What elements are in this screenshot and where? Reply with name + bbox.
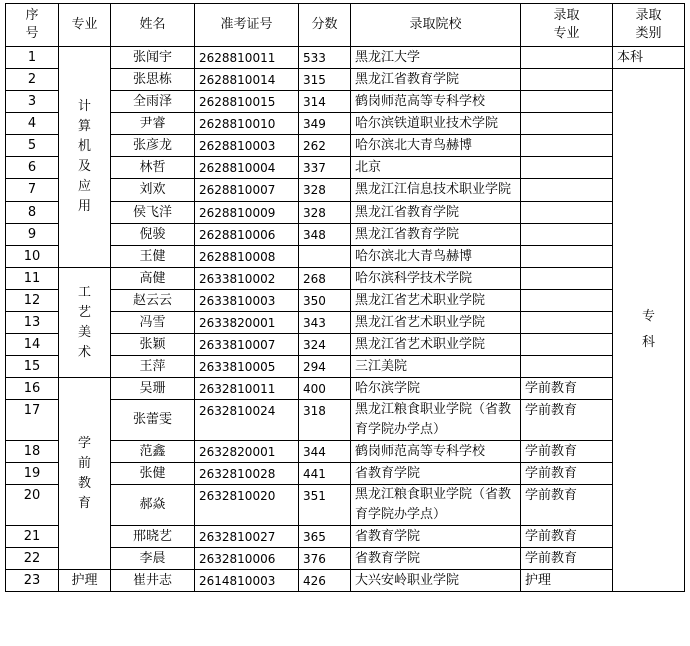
cell-adm-major: [521, 290, 613, 312]
cell-id: 2632810011: [195, 378, 299, 400]
cell-id: 2628810015: [195, 91, 299, 113]
cell-name: 尹睿: [111, 113, 195, 135]
cell-adm-major: [521, 113, 613, 135]
cell-seq: 22: [6, 548, 59, 570]
cell-adm-major: [521, 268, 613, 290]
cell-id: 2628810010: [195, 113, 299, 135]
cell-school: 哈尔滨北大青鸟赫博: [351, 135, 521, 157]
cell-school: 北京: [351, 157, 521, 179]
cell-adm-major: [521, 356, 613, 378]
cell-id: 2632810028: [195, 463, 299, 485]
cell-school: 省教育学院: [351, 548, 521, 570]
cell-school: 黑龙江省教育学院: [351, 69, 521, 91]
header-major: 专业: [59, 4, 111, 47]
cell-score: 349: [299, 113, 351, 135]
cell-name: 王健: [111, 246, 195, 268]
cell-name: 张颖: [111, 334, 195, 356]
cell-school: 黑龙江省艺术职业学院: [351, 290, 521, 312]
cell-id: 2628810006: [195, 224, 299, 246]
cell-id: 2614810003: [195, 570, 299, 592]
cell-school: 黑龙江省艺术职业学院: [351, 312, 521, 334]
cell-name: 林哲: [111, 157, 195, 179]
cell-id: 2633810005: [195, 356, 299, 378]
cell-score: 262: [299, 135, 351, 157]
cell-name: 倪骏: [111, 224, 195, 246]
cell-score: 365: [299, 526, 351, 548]
cell-school: 省教育学院: [351, 463, 521, 485]
cell-adm-major: 学前教育: [521, 548, 613, 570]
cell-score: 441: [299, 463, 351, 485]
cell-adm-major: [521, 69, 613, 91]
cell-score: 351: [299, 485, 351, 526]
table-row: [6, 268, 685, 290]
cell-seq: 18: [6, 441, 59, 463]
cell-id: 2632810027: [195, 526, 299, 548]
cell-seq: 12: [6, 290, 59, 312]
cell-adm-major: [521, 312, 613, 334]
cell-id: 2633820001: [195, 312, 299, 334]
cell-name: 刘欢: [111, 179, 195, 202]
admission-table: [5, 3, 685, 592]
cell-id: 2632820001: [195, 441, 299, 463]
cell-score: 348: [299, 224, 351, 246]
cell-score: 314: [299, 91, 351, 113]
header-row: [6, 4, 685, 47]
cell-name: 王萍: [111, 356, 195, 378]
cell-adm-major: [521, 179, 613, 202]
group-preschool: 学前教育: [59, 378, 111, 570]
cell-seq: 15: [6, 356, 59, 378]
cell-adm-major: 学前教育: [521, 485, 613, 526]
cell-school: 黑龙江大学: [351, 47, 521, 69]
cell-seq: 4: [6, 113, 59, 135]
cell-name: 侯飞洋: [111, 202, 195, 224]
cell-score: 344: [299, 441, 351, 463]
cell-seq: 2: [6, 69, 59, 91]
cell-adm-major: [521, 135, 613, 157]
cell-seq: 19: [6, 463, 59, 485]
cell-school: 鹤岗师范高等专科学校: [351, 441, 521, 463]
cell-id: 2628810008: [195, 246, 299, 268]
cell-score: 294: [299, 356, 351, 378]
cell-seq: 7: [6, 179, 59, 202]
cell-seq: 5: [6, 135, 59, 157]
cell-score: 328: [299, 179, 351, 202]
cell-score: 533: [299, 47, 351, 69]
header-school: 录取院校: [351, 4, 521, 47]
cell-school: 哈尔滨学院: [351, 378, 521, 400]
cell-school: 哈尔滨科学技术学院: [351, 268, 521, 290]
cell-seq: 11: [6, 268, 59, 290]
cell-adm-major: [521, 47, 613, 69]
cell-name: 全雨泽: [111, 91, 195, 113]
cell-id: 2632810024: [195, 400, 299, 441]
cell-school: 哈尔滨铁道职业技术学院: [351, 113, 521, 135]
cell-adm-major: [521, 224, 613, 246]
cell-name: 范鑫: [111, 441, 195, 463]
cell-score: 315: [299, 69, 351, 91]
cell-adm-major: 护理: [521, 570, 613, 592]
cell-score: 376: [299, 548, 351, 570]
cell-school: 鹤岗师范高等专科学校: [351, 91, 521, 113]
cell-seq: 16: [6, 378, 59, 400]
cell-adm-major: [521, 91, 613, 113]
cell-score: 337: [299, 157, 351, 179]
cell-adm-major: 学前教育: [521, 441, 613, 463]
group-nursing: 护理: [59, 570, 111, 592]
cell-score: 328: [299, 202, 351, 224]
cell-id: 2633810003: [195, 290, 299, 312]
cell-name: 邢晓艺: [111, 526, 195, 548]
header-adm-major: 录取专业: [521, 4, 613, 47]
cell-seq: 10: [6, 246, 59, 268]
cell-school: 黑龙江粮食职业学院（省教育学院办学点）: [351, 485, 521, 526]
cell-seq: 14: [6, 334, 59, 356]
cell-score: 324: [299, 334, 351, 356]
cell-name: 崔井志: [111, 570, 195, 592]
header-score: 分数: [299, 4, 351, 47]
cell-name: 张彦龙: [111, 135, 195, 157]
cell-adm-major: 学前教育: [521, 378, 613, 400]
cell-seq: 8: [6, 202, 59, 224]
group-computer: 计算机及应用: [59, 47, 111, 268]
cell-name: 赵云云: [111, 290, 195, 312]
cell-school: 省教育学院: [351, 526, 521, 548]
header-exam-id: 准考证号: [195, 4, 299, 47]
cell-seq: 6: [6, 157, 59, 179]
cell-id: 2633810007: [195, 334, 299, 356]
cell-seq: 3: [6, 91, 59, 113]
cell-adm-major: [521, 157, 613, 179]
cell-score: 343: [299, 312, 351, 334]
table-row: [6, 378, 685, 400]
cell-school: 黑龙江省教育学院: [351, 224, 521, 246]
cell-adm-major: [521, 246, 613, 268]
cell-score: 426: [299, 570, 351, 592]
type-college: 专科: [613, 69, 685, 592]
cell-name: 冯雪: [111, 312, 195, 334]
cell-id: 2628810007: [195, 179, 299, 202]
group-art: 工艺美术: [59, 268, 111, 378]
cell-school: 大兴安岭职业学院: [351, 570, 521, 592]
cell-name: 高健: [111, 268, 195, 290]
cell-id: 2628810003: [195, 135, 299, 157]
cell-seq: 9: [6, 224, 59, 246]
cell-score: 268: [299, 268, 351, 290]
cell-adm-major: 学前教育: [521, 400, 613, 441]
cell-seq: 23: [6, 570, 59, 592]
cell-id: 2628810011: [195, 47, 299, 69]
cell-seq: 21: [6, 526, 59, 548]
table-row: [6, 570, 685, 592]
cell-seq: 1: [6, 47, 59, 69]
cell-id: 2632810020: [195, 485, 299, 526]
cell-score: 400: [299, 378, 351, 400]
cell-name: 吴珊: [111, 378, 195, 400]
cell-name: 张健: [111, 463, 195, 485]
cell-adm-major: 学前教育: [521, 463, 613, 485]
cell-score: [299, 246, 351, 268]
cell-school: 黑龙江江信息技术职业学院: [351, 179, 521, 202]
type-bachelor: 本科: [613, 47, 685, 69]
header-adm-type: 录取类别: [613, 4, 685, 47]
cell-score: 318: [299, 400, 351, 441]
cell-id: 2633810002: [195, 268, 299, 290]
cell-name: 张蕾雯: [111, 400, 195, 441]
cell-school: 哈尔滨北大青鸟赫博: [351, 246, 521, 268]
cell-id: 2628810014: [195, 69, 299, 91]
cell-school: 黑龙江粮食职业学院（省教育学院办学点）: [351, 400, 521, 441]
cell-id: 2628810009: [195, 202, 299, 224]
cell-adm-major: [521, 202, 613, 224]
cell-school: 三江美院: [351, 356, 521, 378]
cell-seq: 20: [6, 485, 59, 526]
cell-id: 2632810006: [195, 548, 299, 570]
cell-school: 黑龙江省教育学院: [351, 202, 521, 224]
table-row: [6, 47, 685, 69]
cell-name: 张思栋: [111, 69, 195, 91]
header-name: 姓名: [111, 4, 195, 47]
cell-id: 2628810004: [195, 157, 299, 179]
cell-school: 黑龙江省艺术职业学院: [351, 334, 521, 356]
cell-name: 张闻宇: [111, 47, 195, 69]
cell-name: 李晨: [111, 548, 195, 570]
cell-adm-major: 学前教育: [521, 526, 613, 548]
cell-adm-major: [521, 334, 613, 356]
header-seq: 序号: [6, 4, 59, 47]
cell-seq: 13: [6, 312, 59, 334]
cell-name: 郝焱: [111, 485, 195, 526]
cell-score: 350: [299, 290, 351, 312]
cell-seq: 17: [6, 400, 59, 441]
